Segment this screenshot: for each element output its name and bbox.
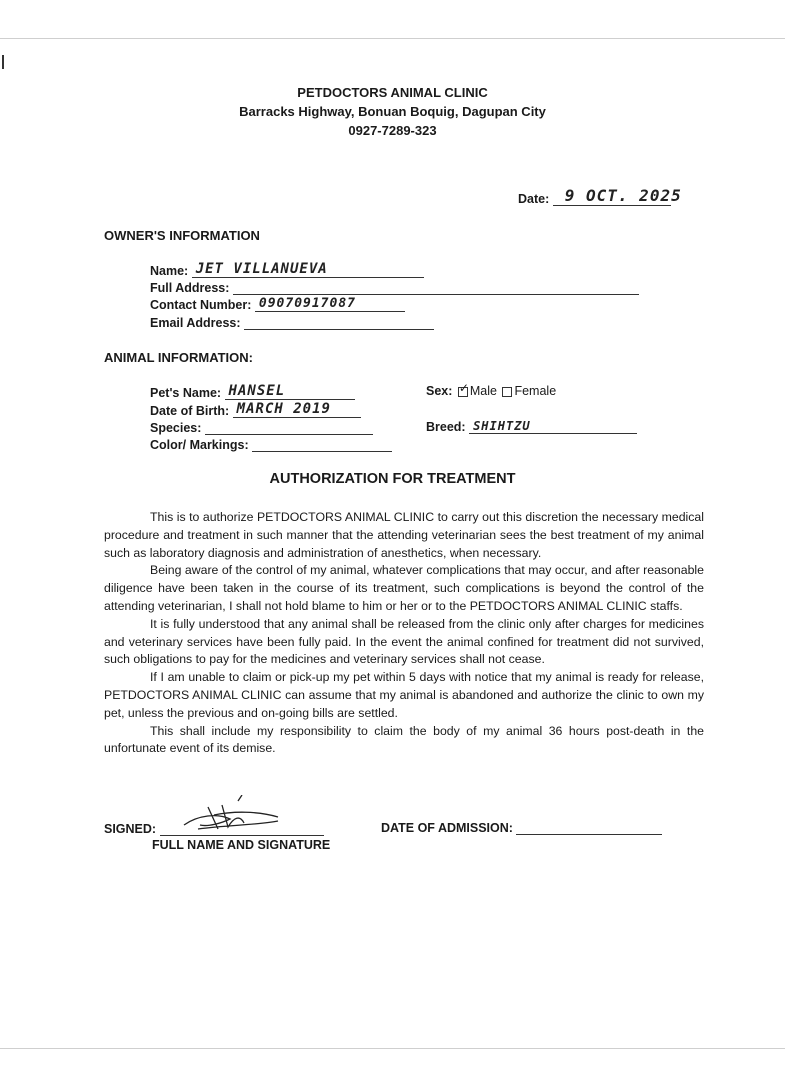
breed-line[interactable] bbox=[469, 419, 637, 434]
date-label: Date: bbox=[518, 192, 550, 206]
color-line[interactable] bbox=[252, 437, 392, 452]
dob-row bbox=[150, 403, 361, 418]
sex-male-label: Male bbox=[469, 384, 497, 398]
dob-value: MARCH 2019 bbox=[236, 401, 331, 417]
sex-row bbox=[426, 384, 556, 398]
owner-name-label: Name: bbox=[150, 264, 189, 278]
scan-top-edge bbox=[0, 38, 785, 39]
clinic-name: PETDOCTORS ANIMAL CLINIC bbox=[297, 85, 488, 100]
owner-address-line[interactable] bbox=[233, 280, 639, 295]
admission-row bbox=[381, 820, 662, 835]
sex-female-label: Female bbox=[514, 384, 557, 398]
authorization-body bbox=[104, 509, 704, 758]
owner-email-line[interactable] bbox=[244, 315, 434, 330]
pet-name-line[interactable] bbox=[225, 385, 355, 400]
owner-name-value: JET VILLANUEVA bbox=[195, 261, 328, 277]
breed-value: SHIHTZU bbox=[473, 419, 531, 433]
owner-contact-row bbox=[150, 297, 405, 312]
owner-address-row bbox=[150, 280, 639, 295]
sex-male-checkbox[interactable] bbox=[458, 387, 468, 397]
admission-label: DATE OF ADMISSION: bbox=[381, 821, 513, 835]
clinic-phone: 0927-7289-323 bbox=[348, 123, 437, 138]
owner-address-label: Full Address: bbox=[150, 281, 230, 295]
date-field bbox=[518, 186, 682, 206]
paragraph-1: This is to authorize PETDOCTORS ANIMAL CLINIC to carry out this discretion the necessary medical procedure and treatment in such manner that the attending veterinarian sees the best treatment of my animal such as laboratory diagnosis and administration of anesthetics, when necessary. bbox=[104, 510, 704, 560]
date-value: 9 OCT. 2025 bbox=[564, 186, 682, 205]
full-name-caption: FULL NAME AND SIGNATURE bbox=[152, 838, 331, 852]
sex-label: Sex: bbox=[426, 384, 453, 398]
sex-female-checkbox[interactable] bbox=[502, 387, 512, 397]
owner-contact-label: Contact Number: bbox=[150, 298, 252, 312]
pet-name-value: HANSEL bbox=[228, 383, 286, 399]
owner-heading: OWNER'S INFORMATION bbox=[104, 228, 260, 243]
dob-line[interactable] bbox=[233, 403, 361, 418]
date-line[interactable] bbox=[553, 186, 682, 206]
species-row bbox=[150, 420, 373, 435]
owner-name-line[interactable] bbox=[192, 263, 424, 278]
owner-name-row bbox=[150, 263, 424, 278]
paragraph-4: If I am unable to claim or pick-up my pet within 5 days with notice that my animal is ready for release, PETDOCTORS ANIMAL CLINIC can assume that my animal is abandoned and authorize the clinic to own my pet, unless the previous and on-going bills are settled. bbox=[104, 670, 704, 720]
owner-email-row bbox=[150, 315, 434, 330]
signed-row bbox=[104, 821, 324, 836]
breed-label: Breed: bbox=[426, 420, 466, 434]
dob-label: Date of Birth: bbox=[150, 404, 230, 418]
paragraph-3: It is fully understood that any animal shall be released from the clinic only after charges for medicines and veterinary services have been fully paid. In the event the animal confined for treatment did not survived, such obligations to pay for the medicines and veterinary services shall not cease. bbox=[104, 616, 704, 667]
pet-name-row bbox=[150, 385, 355, 400]
signature-line[interactable] bbox=[160, 821, 324, 836]
owner-email-label: Email Address: bbox=[150, 316, 241, 330]
paragraph-2: Being aware of the control of my animal, whatever complications that may occur, and after reasonable diligence have been taken in the course of its treatment, such complications is beyond the control of the attending veterinarian, I shall not hold blame to him or her or to the PETDOCTORS ANIMAL CLINIC staffs. bbox=[104, 563, 704, 613]
scan-mark bbox=[2, 55, 4, 69]
admission-line[interactable] bbox=[516, 820, 662, 835]
pet-name-label: Pet's Name: bbox=[150, 386, 222, 400]
color-label: Color/ Markings: bbox=[150, 438, 249, 452]
owner-contact-line[interactable] bbox=[255, 297, 405, 312]
handwritten-signature bbox=[178, 795, 288, 839]
animal-heading: ANIMAL INFORMATION: bbox=[104, 350, 253, 365]
species-line[interactable] bbox=[205, 420, 373, 435]
signed-label: SIGNED: bbox=[104, 822, 157, 836]
breed-row bbox=[426, 419, 637, 434]
scan-bottom-edge bbox=[0, 1048, 785, 1049]
owner-contact-value: 09070917087 bbox=[258, 296, 356, 311]
color-row bbox=[150, 437, 392, 452]
clinic-address: Barracks Highway, Bonuan Boquig, Dagupan City bbox=[239, 104, 546, 119]
species-label: Species: bbox=[150, 421, 202, 435]
paragraph-5: This shall include my responsibility to claim the body of my animal 36 hours post-death in the unfortunate event of its demise. bbox=[104, 723, 704, 756]
authorization-title: AUTHORIZATION FOR TREATMENT bbox=[269, 471, 516, 487]
